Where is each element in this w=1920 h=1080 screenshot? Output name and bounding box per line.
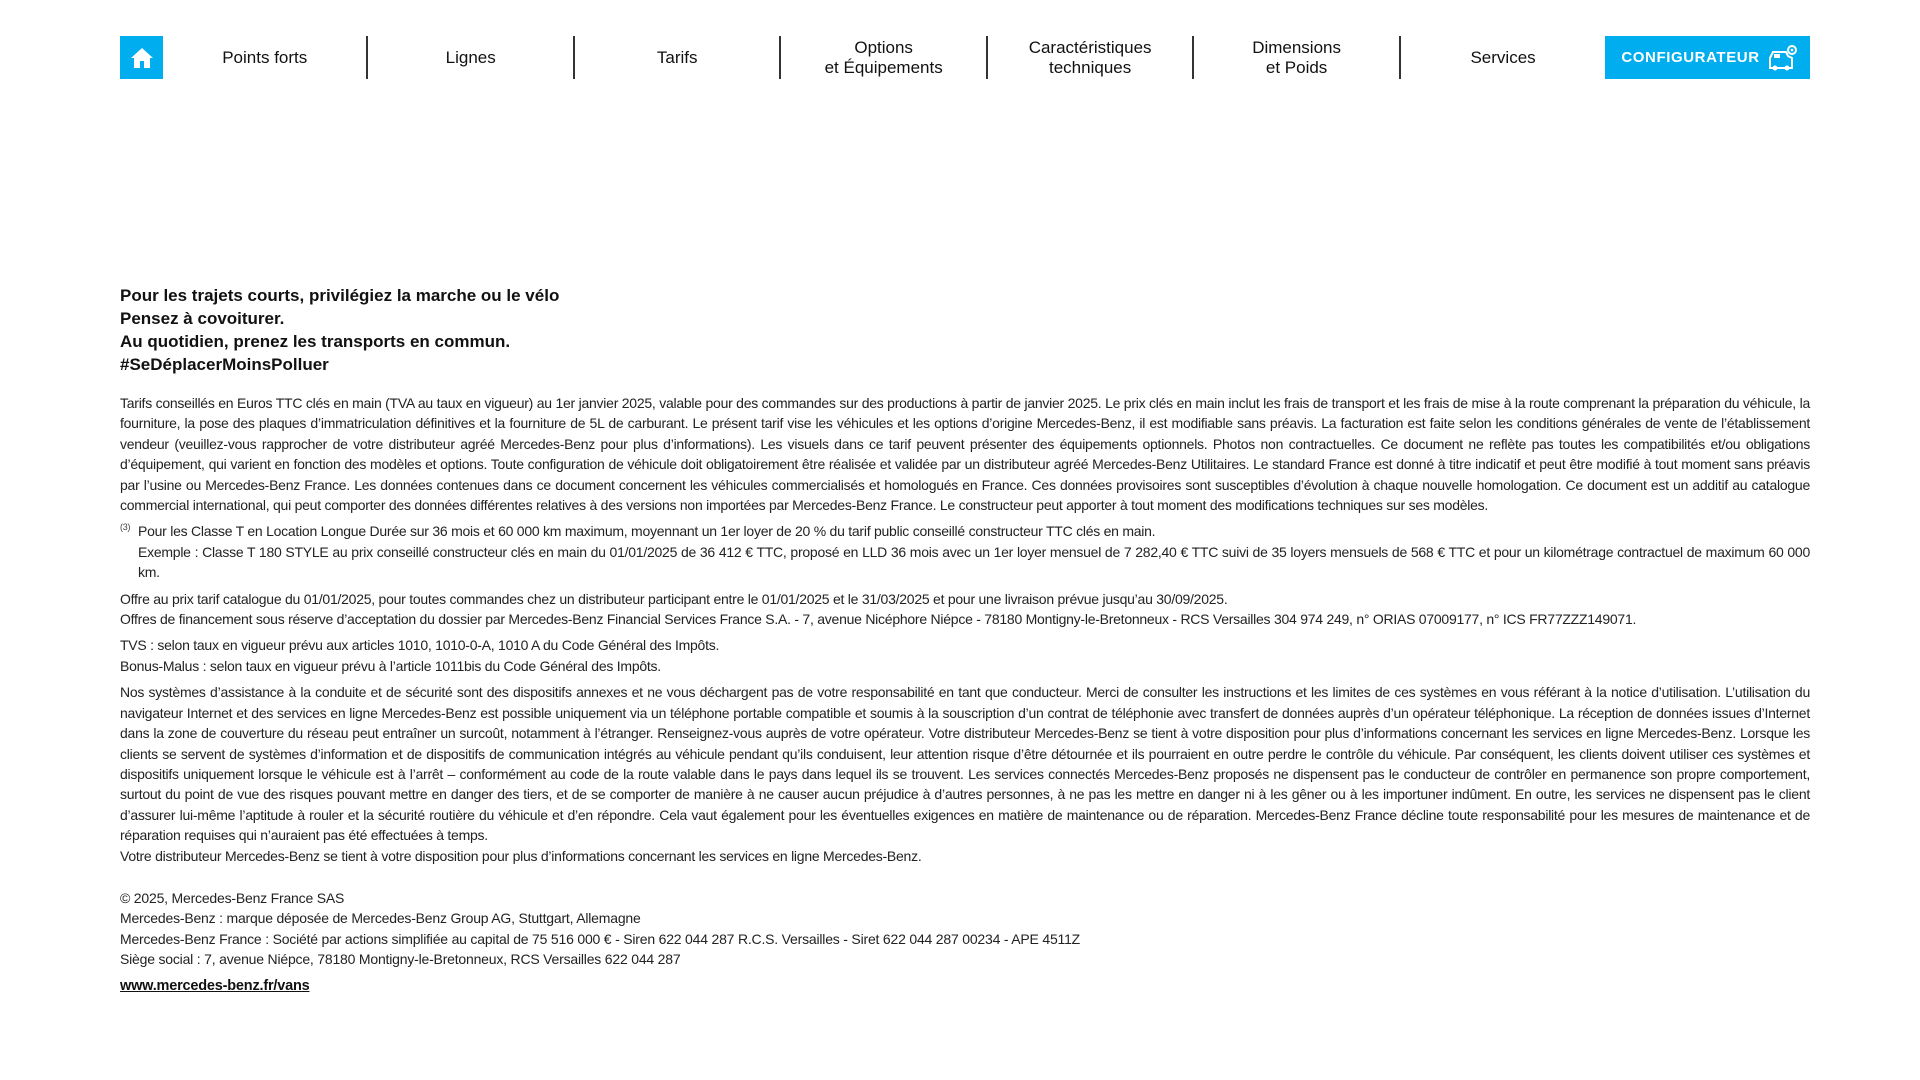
nav-item-options-equipements[interactable]: Options et Équipements (824, 37, 943, 77)
configurator-button[interactable] (1605, 36, 1810, 79)
slogan-line: Pensez à covoiturer. (120, 309, 285, 328)
tax-notice (120, 635, 1810, 676)
slogan-line: Au quotidien, prenez les transports en commun. (120, 332, 511, 351)
footnote-body (138, 521, 1810, 582)
home-button[interactable] (120, 36, 163, 79)
company-info-line: Mercedes-Benz France : Société par actions simplifiée au capital de 75 516 000 € - Siren 622 044 287 R.C.S. Versailles - Siret 622 044 287 00234 - APE 4511Z (120, 930, 1081, 947)
tax-line: Bonus-Malus : selon taux en vigueur prévu à l’article 1011bis du Code Général des Impôts. (120, 657, 661, 674)
nav-item-lignes[interactable]: Lignes (445, 47, 496, 67)
footnote-mark: (3) (120, 522, 131, 533)
home-icon (130, 47, 154, 69)
footnote-line: Pour les Classe T en Location Longue Durée sur 36 mois et 60 000 km maximum, moyennant un 1er loyer de 20 % du tarif public conseillé constructeur TTC clés en main. (138, 523, 1156, 540)
head-office-line: Siège social : 7, avenue Niépce, 78180 Montigny-le-Bretonneux, RCS Versailles 622 044 287 (120, 951, 681, 968)
eco-slogans (120, 284, 1810, 376)
slogan-hashtag: #SeDéplacerMoinsPolluer (120, 355, 329, 374)
nav-item-services[interactable]: Services (1470, 47, 1536, 67)
tax-line: TVS : selon taux en vigueur prévu aux articles 1010, 1010-0-A, 1010 A du Code Général des Impôts. (120, 637, 720, 654)
offer-line: Offre au prix tarif catalogue du 01/01/2025, pour toutes commandes chez un distributeur participant entre le 01/01/2025 et le 31/03/2025 et pour une livraison prévue jusqu’au 30/09/2025. (120, 590, 1228, 607)
company-footer (120, 888, 1810, 996)
offer-notice (120, 589, 1810, 630)
top-navigation (120, 36, 1810, 79)
van-settings-icon (1768, 44, 1798, 72)
trademark-line: Mercedes-Benz : marque déposée de Mercedes-Benz Group AG, Stuttgart, Allemagne (120, 910, 641, 927)
configurator-label: CONFIGURATEUR (1621, 49, 1760, 66)
systems-last-line: Votre distributeur Mercedes-Benz se tient à votre disposition pour plus d’informations concernant les services en ligne Mercedes-Benz. (120, 847, 922, 864)
slogan-line: Pour les trajets courts, privilégiez la marche ou le vélo (120, 286, 560, 305)
offer-line: Offres de financement sous réserve d’acceptation du dossier par Mercedes-Benz Financial Services France S.A. - 7, avenue Nicéphore Niépce - 78180 Montigny-le-Bretonneux - RCS Versailles 304 974 249, n° ORIAS 07009177, n° ICS FR77ZZZ149071. (120, 611, 1637, 628)
systems-paragraph: Nos systèmes d’assistance à la conduite et de sécurité sont des dispositifs annexes et ne vous déchargent pas de votre responsabilité en tant que conducteur. Merci de consulter les instructions et les limites de ces systèmes en vous référant à la notice d’utilisation. L’utilisation du navigateur Internet et des services en ligne Mercedes-Benz est possible uniquement via un téléphone portable compatible et soumis à la souscription d’un contrat de téléphonie avec transfert de données auprès d’un opérateur téléphonique. La réception de données issues d’Internet dans la zone de couverture du réseau peut entraîner un surcoût, notamment à l’étranger. Renseignez-vous auprès de votre opérateur. Votre distributeur Mercedes-Benz se tient à votre disposition pour plus d’informations concernant les services en ligne Mercedes-Benz. Lorsque les clients se servent de systèmes d’information et de dispositifs de communication intégrés au véhicule pendant qu’ils conduisent, leur attention risque d’être détournée et ils pourraient en outre perdre le contrôle du véhicule. Par conséquent, les clients doivent utiliser ces systèmes et dispositifs uniquement lorsque le véhicule est à l’arrêt – conformément au code de la route valable dans le pays dans lequel ils se trouvent. Les services connectés Mercedes-Benz proposés ne dispensent pas le conducteur de contrôler en permanence son propre comportement, surtout du point de vue des risques pouvant mettre en danger des tiers, et de se comporter de manière à ne causer aucun préjudice à d’autres personnes, à ne pas les mettre en danger ni à les gêner ou à les importuner indûment. En outre, les services ne dispensent pas le client d’assurer lui-même l’aptitude à rouler et la sécurité routière du véhicule et d’en répondre. Cela vaut également pour les éventuelles exigences en matière de maintenance ou de réparation. Mercedes-Benz France décline toute responsabilité pour les mesures de maintenance et de réparation requises qui n’auraient pas été effectuées à temps. (120, 684, 1810, 844)
copyright-line: © 2025, Mercedes-Benz France SAS (120, 889, 345, 906)
footnote-3 (120, 521, 1810, 582)
legal-content (120, 284, 1810, 996)
nav-item-points-forts[interactable]: Points forts (222, 47, 308, 67)
systems-notice (120, 682, 1810, 866)
tarifs-paragraph: Tarifs conseillés en Euros TTC clés en main (TVA au taux en vigueur) au 1er janvier 2025, valable pour des commandes sur des productions à partir de janvier 2025. Le prix clés en main inclut les frais de transport et les frais de mise à la route comprenant la préparation du véhicule, la fourniture, la pose des plaques d’immatriculation définitives et la fourniture de 5L de carburant. Le présent tarif vise les véhicules et les options d’origine Mercedes-Benz, il est modifiable sans préavis. La facturation est faite selon les conditions générales de vente de l’établissement vendeur (veuillez-vous rapprocher de votre distributeur agréé Mercedes-Benz pour plus d’informations). Les visuels dans ce tarif peuvent présenter des équipements optionnels. Photos non contractuelles. Ce document ne reflète pas toutes les compatibilités et/ou obligations d’équipement, qui varient en fonction des modèles et options. Toute configuration de véhicule doit obligatoirement être réalisée et validée par un distributeur agréé Mercedes-Benz Utilitaires. Le standard France est donné à titre indicatif et peut être modifié à tout moment sans préavis par l’usine ou Mercedes-Benz France. Les données contenues dans ce document concernent les véhicules commercialisés et homologués en France. Ces données provisoires sont susceptibles d’évolution à chaque nouvelle homologation. Ce document est un additif au catalogue commercial international, qui peut comporter des données différentes relatives à des versions non importées par Mercedes-Benz France. Le constructeur peut apporter à tout moment des modifications techniques sur ses modèles. (120, 395, 1810, 514)
footnote-line: Exemple : Classe T 180 STYLE au prix conseillé constructeur clés en main du 01/01/2025 de 36 412 € TTC, proposé en LLD 36 mois avec un 1er loyer mensuel de 7 282,40 € TTC suivi de 35 loyers mensuels de 568 € TTC et pour un kilométrage contractuel de maximum 60 000 km. (138, 543, 1810, 581)
nav-item-tarifs[interactable]: Tarifs (656, 47, 698, 67)
legal-notices (120, 393, 1810, 866)
website-link[interactable]: www.mercedes-benz.fr/vans (120, 977, 310, 994)
nav-item-dimensions-poids[interactable]: Dimensions et Poids (1252, 37, 1341, 77)
nav-item-caracteristiques-techniques[interactable]: Caractéristiques techniques (1028, 37, 1152, 77)
